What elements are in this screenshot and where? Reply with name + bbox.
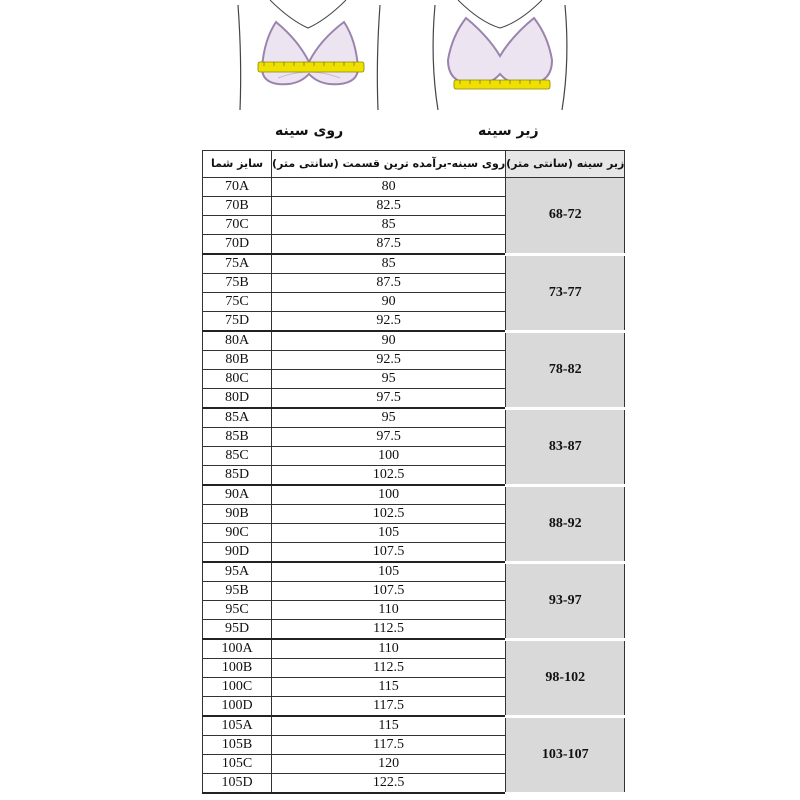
table-row: [203, 485, 625, 505]
table-row: [203, 716, 625, 736]
size-cell: 105D: [203, 774, 272, 794]
size-cell: 75D: [203, 312, 272, 332]
over-bust-cell: 80: [272, 178, 506, 197]
over-bust-cell: 97.5: [272, 428, 506, 447]
under-bust-cell: 78-82: [506, 331, 625, 408]
size-cell: 85B: [203, 428, 272, 447]
under-bust-cell: 93-97: [506, 562, 625, 639]
over-bust-cell: 97.5: [272, 389, 506, 409]
size-cell: 100C: [203, 678, 272, 697]
size-cell: 80C: [203, 370, 272, 389]
size-cell: 90C: [203, 524, 272, 543]
over-bust-cell: 107.5: [272, 582, 506, 601]
size-cell: 75B: [203, 274, 272, 293]
size-cell: 100B: [203, 659, 272, 678]
over-bust-cell: 92.5: [272, 312, 506, 332]
size-cell: 95B: [203, 582, 272, 601]
table-row: [203, 639, 625, 659]
under-bust-figure: [433, 0, 567, 110]
over-bust-cell: 90: [272, 293, 506, 312]
size-cell: 80D: [203, 389, 272, 409]
measurement-illustration: [220, 0, 610, 118]
over-bust-cell: 110: [272, 601, 506, 620]
size-cell: 85C: [203, 447, 272, 466]
table-row: [203, 331, 625, 351]
over-bust-cell: 87.5: [272, 235, 506, 255]
under-bust-heading: زیر سینه: [478, 123, 539, 139]
size-chart-table: [202, 150, 625, 795]
over-bust-cell: 117.5: [272, 697, 506, 717]
size-cell: 95C: [203, 601, 272, 620]
measuring-tape: [454, 80, 550, 89]
size-cell: 75C: [203, 293, 272, 312]
size-cell: 70B: [203, 197, 272, 216]
under-bust-cell: 83-87: [506, 408, 625, 485]
size-cell: 75A: [203, 254, 272, 274]
under-bust-cell: 98-102: [506, 639, 625, 716]
size-cell: 85A: [203, 408, 272, 428]
over-bust-cell: 115: [272, 678, 506, 697]
size-cell: 70A: [203, 178, 272, 197]
table-body: [203, 178, 625, 794]
over-bust-cell: 115: [272, 716, 506, 736]
bra-shape: [262, 22, 358, 84]
under-bust-column-header: زیر سینه (سانتی متر): [506, 151, 625, 178]
over-bust-cell: 122.5: [272, 774, 506, 794]
size-cell: 85D: [203, 466, 272, 486]
over-bust-cell: 102.5: [272, 466, 506, 486]
size-cell: 105C: [203, 755, 272, 774]
table-row: [203, 178, 625, 197]
under-bust-cell: 73-77: [506, 254, 625, 331]
over-bust-cell: 95: [272, 408, 506, 428]
size-cell: 105A: [203, 716, 272, 736]
size-cell: 70C: [203, 216, 272, 235]
over-bust-cell: 85: [272, 216, 506, 235]
over-bust-cell: 95: [272, 370, 506, 389]
table-row: [203, 408, 625, 428]
over-bust-cell: 102.5: [272, 505, 506, 524]
over-bust-cell: 112.5: [272, 620, 506, 640]
over-bust-cell: 82.5: [272, 197, 506, 216]
over-bust-cell: 107.5: [272, 543, 506, 563]
table-row: [203, 254, 625, 274]
over-bust-cell: 117.5: [272, 736, 506, 755]
size-cell: 100A: [203, 639, 272, 659]
size-cell: 95D: [203, 620, 272, 640]
over-bust-cell: 110: [272, 639, 506, 659]
over-bust-column-header: روی سینه-برآمده ترین قسمت (سانتی متر): [272, 151, 506, 178]
table-header-row: [203, 151, 625, 178]
over-bust-cell: 120: [272, 755, 506, 774]
size-cell: 90A: [203, 485, 272, 505]
size-cell: 80A: [203, 331, 272, 351]
over-bust-cell: 112.5: [272, 659, 506, 678]
over-bust-cell: 105: [272, 562, 506, 582]
under-bust-cell: 68-72: [506, 178, 625, 255]
size-cell: 105B: [203, 736, 272, 755]
under-bust-cell: 88-92: [506, 485, 625, 562]
size-cell: 100D: [203, 697, 272, 717]
size-cell: 95A: [203, 562, 272, 582]
table-row: [203, 562, 625, 582]
over-bust-cell: 87.5: [272, 274, 506, 293]
over-bust-cell: 85: [272, 254, 506, 274]
over-bust-figure: [238, 0, 380, 110]
size-cell: 70D: [203, 235, 272, 255]
over-bust-cell: 100: [272, 485, 506, 505]
over-bust-heading: روی سینه: [275, 123, 344, 139]
size-cell: 90D: [203, 543, 272, 563]
over-bust-cell: 90: [272, 331, 506, 351]
over-bust-cell: 100: [272, 447, 506, 466]
size-cell: 90B: [203, 505, 272, 524]
size-cell: 80B: [203, 351, 272, 370]
under-bust-cell: 103-107: [506, 716, 625, 793]
over-bust-cell: 92.5: [272, 351, 506, 370]
size-column-header: سایز شما: [203, 151, 272, 178]
over-bust-cell: 105: [272, 524, 506, 543]
